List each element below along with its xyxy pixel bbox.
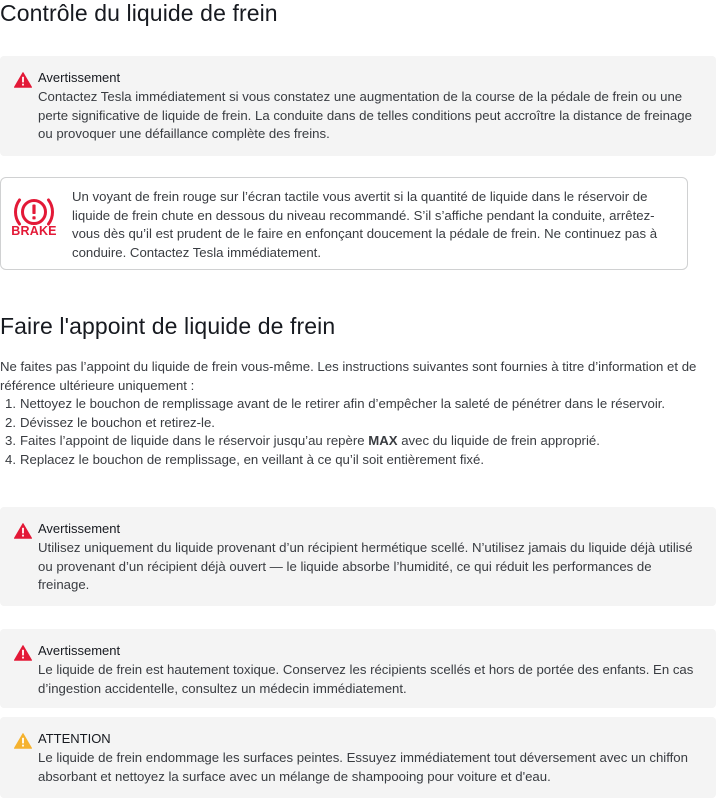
list-item xyxy=(0,451,700,470)
step-number: 2. xyxy=(5,414,16,430)
warning-triangle-icon xyxy=(14,645,32,661)
list-item xyxy=(0,432,700,451)
step-text-after: avec du liquide de frein approprié. xyxy=(397,433,600,448)
step-number: 1. xyxy=(5,396,16,411)
brake-icon-label: BRAKE xyxy=(11,224,57,238)
warning-triangle-icon xyxy=(14,72,32,88)
warning-triangle-icon xyxy=(14,523,32,539)
max-mark-label: MAX xyxy=(368,433,398,448)
list-item xyxy=(0,414,700,433)
warning-text: Utilisez uniquement du liquide provenant d’un récipient hermétique scellé. N’utilisez jamais du liquide déjà utilisé ou provenant d’un récipient déjà ouvert — le liquide absorbe l’humidité, ce qui réduit les performances de freinage. xyxy=(38,540,693,592)
warning-text: Le liquide de frein est hautement toxique. Conservez les récipients scellés et hors de portée des enfants. En cas d’ingestion accidentelle, consultez un médecin immédiatement. xyxy=(38,662,694,696)
top-up-intro-text: Ne faites pas l’appoint du liquide de frein vous-même. Les instructions suivantes sont fournies à titre d’information et de référence ultérieure uniquement : xyxy=(0,359,697,393)
caution-heading: ATTENTION xyxy=(38,731,111,746)
step-text: Nettoyez le bouchon de remplissage avant de le retirer afin d’empêcher la saleté de pénétrer dans le réservoir. xyxy=(20,396,666,411)
warning-heading: Avertissement xyxy=(38,70,121,85)
section-title-top-up-brake-fluid: Faire l'appoint de liquide de frein xyxy=(0,313,336,339)
step-text: Dévissez le bouchon et retirez-le. xyxy=(20,414,215,430)
step-text-before: Faites l’appoint de liquide dans le réservoir jusqu’au repère xyxy=(20,433,369,448)
warning-text: Contactez Tesla immédiatement si vous constatez une augmentation de la course de la pédale de frein ou une perte significative de liquide de frein. La conduite dans de telles conditions peut accroître la distance de freinage ou provoquer une défaillance complète des freins. xyxy=(38,89,692,141)
warning-callout xyxy=(0,507,716,606)
warning-heading: Avertissement xyxy=(38,643,121,658)
warning-callout xyxy=(0,629,716,708)
step-text xyxy=(20,433,600,448)
brake-warning-icon xyxy=(10,192,58,250)
brake-indicator-notice xyxy=(0,177,688,270)
section-title-brake-fluid-check: Contrôle du liquide de frein xyxy=(0,0,278,26)
caution-text: Le liquide de frein endommage les surfaces peintes. Essuyez immédiatement tout déversement avec un chiffon absorbant et nettoyez la surface avec un mélange de shampooing pour voiture et d'eau. xyxy=(38,750,688,784)
brake-notice-text: Un voyant de frein rouge sur l’écran tactile vous avertit si la quantité de liquide dans le réservoir de liquide de frein chute en dessous du niveau recommandé. S’il s’affiche pendant la conduite, arrêtez-vous dès qu’il est prudent de le faire en enfonçant doucement la pédale de frein. Ne continuez pas à conduire. Contactez Tesla immédiatement. xyxy=(72,189,658,260)
top-up-steps-list xyxy=(0,395,700,469)
step-number: 3. xyxy=(5,433,16,448)
caution-triangle-icon xyxy=(14,733,32,749)
warning-callout xyxy=(0,56,716,156)
list-item xyxy=(0,395,700,414)
step-text: Replacez le bouchon de remplissage, en veillant à ce qu’il soit entièrement fixé. xyxy=(20,451,485,467)
step-number: 4. xyxy=(5,451,16,467)
warning-heading: Avertissement xyxy=(38,521,121,536)
caution-callout xyxy=(0,717,716,798)
